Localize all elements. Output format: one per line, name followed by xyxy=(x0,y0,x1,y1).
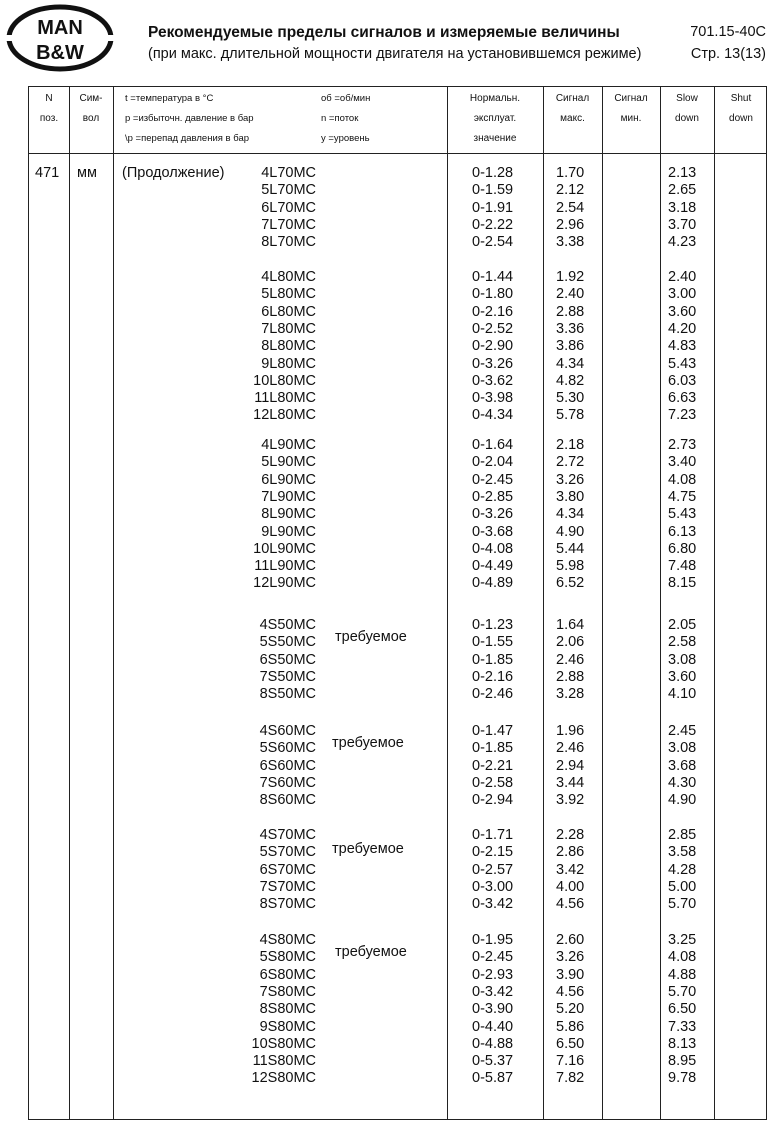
engine-model: 11S80MC xyxy=(252,1053,316,1070)
normal-value: 0-2.93 xyxy=(472,966,514,983)
page-number: Стр. 13(13) xyxy=(690,46,766,62)
slow-down-value: 3.68 xyxy=(668,757,697,774)
table-row xyxy=(29,182,768,199)
signal-max-value: 1.70 xyxy=(556,165,585,181)
slow-down-value: 7.23 xyxy=(668,407,697,424)
engine-model: 11L80MC xyxy=(254,390,316,407)
symbol-value: мм xyxy=(77,165,97,181)
slow-down-value: 2.58 xyxy=(668,634,697,651)
normal-value: 0-4.88 xyxy=(472,1035,514,1052)
table-row xyxy=(29,967,768,984)
position-number: 471 xyxy=(35,165,60,181)
engine-model: 11L90MC xyxy=(254,558,316,575)
engine-model: 9S80MC xyxy=(259,1018,316,1035)
normal-value: 0-4.34 xyxy=(472,407,514,424)
slow-down-value: 6.13 xyxy=(668,523,697,540)
document-subtitle: (при макс. длительной мощности двигателя на установившемся режиме) xyxy=(148,46,642,62)
signal-max-value: 6.52 xyxy=(556,575,585,592)
signal-max-value: 5.98 xyxy=(556,558,585,575)
engine-model: 6S70MC xyxy=(259,861,316,878)
slow-down-value: 2.40 xyxy=(668,269,697,285)
engine-model: 6L80MC xyxy=(261,303,316,320)
table-row xyxy=(29,304,768,321)
engine-model: 5L90MC xyxy=(261,454,316,471)
slow-down-value: 4.28 xyxy=(668,861,697,878)
signal-max-value: 1.64 xyxy=(556,617,585,633)
table-row xyxy=(29,652,768,669)
normal-value: 0-1.80 xyxy=(472,286,514,303)
normal-value: 0-4.08 xyxy=(472,540,514,557)
normal-value: 0-2.21 xyxy=(472,757,514,774)
slow-down-value: 5.00 xyxy=(668,878,697,895)
normal-value: 0-1.85 xyxy=(472,651,514,668)
signal-max-value: 1.96 xyxy=(556,723,585,739)
slow-down-value: 6.63 xyxy=(668,390,697,407)
engine-model: 5S60MC xyxy=(259,740,316,757)
signal-max-value: 2.12 xyxy=(556,182,585,199)
header-shut-down: Shut down xyxy=(729,93,753,124)
normal-value: 0-1.47 xyxy=(472,723,514,739)
table-row xyxy=(29,634,768,651)
normal-value: 0-2.85 xyxy=(472,488,514,505)
normal-value: 0-2.46 xyxy=(472,686,514,703)
document-number: 701.15-40C xyxy=(690,24,766,40)
signal-max-value: 5.44 xyxy=(556,540,585,557)
header-symbol: Сим- вол xyxy=(79,93,103,124)
engine-model: 6L90MC xyxy=(261,471,316,488)
engine-model: 7S50MC xyxy=(259,668,316,685)
signal-max-value: 2.18 xyxy=(556,437,585,453)
table-row xyxy=(29,454,768,471)
normal-value: 0-2.45 xyxy=(472,949,514,966)
slow-down-value: 4.30 xyxy=(668,774,697,791)
signal-max-value: 3.80 xyxy=(556,488,585,505)
header-signal-min: Сигнал мин. xyxy=(614,93,648,124)
table-row xyxy=(29,373,768,390)
engine-model: 8L80MC xyxy=(261,338,316,355)
signal-max-value: 7.82 xyxy=(556,1070,585,1087)
table-row xyxy=(29,775,768,792)
slow-down-value: 3.00 xyxy=(668,286,697,303)
slow-down-value: 2.73 xyxy=(668,437,697,453)
slow-down-value: 6.50 xyxy=(668,1001,697,1018)
engine-model: 7S70MC xyxy=(259,878,316,895)
signal-max-value: 7.16 xyxy=(556,1053,585,1070)
normal-value: 0-2.52 xyxy=(472,320,514,337)
table-row xyxy=(29,896,768,913)
table-row xyxy=(29,234,768,251)
slow-down-value: 2.85 xyxy=(668,827,697,843)
table-row xyxy=(29,575,768,592)
table-row xyxy=(29,217,768,234)
normal-value: 0-1.44 xyxy=(472,269,514,285)
signal-max-value: 3.42 xyxy=(556,861,585,878)
required-note: требуемое xyxy=(332,841,404,857)
engine-model: 5L70MC xyxy=(261,182,316,199)
slow-down-value: 4.23 xyxy=(668,234,697,251)
table-row xyxy=(29,541,768,558)
signal-max-value: 2.46 xyxy=(556,740,585,757)
engine-model: 8S70MC xyxy=(259,896,316,913)
engine-model: 4L80MC xyxy=(261,269,316,285)
required-note: требуемое xyxy=(332,735,404,751)
signal-max-value: 4.00 xyxy=(556,878,585,895)
table-row xyxy=(29,489,768,506)
slow-down-value: 2.13 xyxy=(668,165,697,181)
table-row xyxy=(29,524,768,541)
signal-max-value: 5.30 xyxy=(556,390,585,407)
table-row xyxy=(29,669,768,686)
normal-value: 0-4.49 xyxy=(472,558,514,575)
slow-down-value: 6.03 xyxy=(668,372,697,389)
engine-model: 9L90MC xyxy=(261,523,316,540)
table-row xyxy=(29,356,768,373)
table-row xyxy=(29,617,768,634)
signals-table xyxy=(28,86,767,1120)
header-legend-right: об =об/мин n =поток y =уровень xyxy=(321,93,371,144)
normal-value: 0-2.54 xyxy=(472,234,514,251)
engine-model: 4L70MC xyxy=(261,165,316,181)
engine-model: 4L90MC xyxy=(261,437,316,453)
table-row xyxy=(29,506,768,523)
normal-value: 0-1.95 xyxy=(472,932,514,948)
normal-value: 0-2.94 xyxy=(472,792,514,809)
header-legend-left: t =температура в °C p =избыточн. давление в бар \p =перепад давления в бар xyxy=(125,93,254,144)
slow-down-value: 3.18 xyxy=(668,199,697,216)
engine-model: 9L80MC xyxy=(261,355,316,372)
engine-model: 10L90MC xyxy=(253,540,316,557)
header-position: N поз. xyxy=(39,93,59,124)
slow-down-value: 3.60 xyxy=(668,303,697,320)
engine-model: 5L80MC xyxy=(261,286,316,303)
table-row xyxy=(29,390,768,407)
header-normal-value: Нормальн. эксплуат. значение xyxy=(469,93,521,144)
table-row xyxy=(29,321,768,338)
normal-value: 0-5.37 xyxy=(472,1053,514,1070)
signal-max-value: 2.96 xyxy=(556,216,585,233)
table-row xyxy=(29,1001,768,1018)
engine-model: 4S60MC xyxy=(259,723,316,739)
signal-max-value: 2.88 xyxy=(556,303,585,320)
normal-value: 0-3.98 xyxy=(472,390,514,407)
normal-value: 0-2.16 xyxy=(472,668,514,685)
normal-value: 0-2.58 xyxy=(472,774,514,791)
engine-model: 4S70MC xyxy=(259,827,316,843)
slow-down-value: 7.48 xyxy=(668,558,697,575)
engine-model: 12L80MC xyxy=(253,407,316,424)
table-row xyxy=(29,407,768,424)
slow-down-value: 3.08 xyxy=(668,651,697,668)
normal-value: 0-2.15 xyxy=(472,844,514,861)
normal-value: 0-1.23 xyxy=(472,617,514,633)
slow-down-value: 5.43 xyxy=(668,355,697,372)
signal-max-value: 4.34 xyxy=(556,355,585,372)
table-row xyxy=(29,269,768,286)
signal-max-value: 2.40 xyxy=(556,286,585,303)
table-row xyxy=(29,740,768,757)
normal-value: 0-1.28 xyxy=(472,165,514,181)
normal-value: 0-2.22 xyxy=(472,216,514,233)
table-row xyxy=(29,879,768,896)
required-note: требуемое xyxy=(335,944,407,960)
slow-down-value: 6.80 xyxy=(668,540,697,557)
slow-down-value: 8.13 xyxy=(668,1035,697,1052)
engine-model: 4S50MC xyxy=(259,617,316,633)
engine-model: 8S50MC xyxy=(259,686,316,703)
normal-value: 0-2.57 xyxy=(472,861,514,878)
header-signal-max: Сигнал макс. xyxy=(555,93,590,124)
header-slow-down: Slow down xyxy=(675,93,699,124)
table-row xyxy=(29,792,768,809)
logo-text-bottom: B&W xyxy=(36,42,84,64)
signal-max-value: 3.90 xyxy=(556,966,585,983)
signal-max-value: 3.92 xyxy=(556,792,585,809)
engine-model: 6S60MC xyxy=(259,757,316,774)
signal-max-value: 2.94 xyxy=(556,757,585,774)
required-note: требуемое xyxy=(335,629,407,645)
table-row xyxy=(29,437,768,454)
normal-value: 0-3.00 xyxy=(472,878,514,895)
engine-model: 10S80MC xyxy=(251,1035,316,1052)
normal-value: 0-1.55 xyxy=(472,634,514,651)
table-row xyxy=(29,200,768,217)
slow-down-value: 4.88 xyxy=(668,966,697,983)
engine-model: 5S80MC xyxy=(259,949,316,966)
normal-value: 0-2.90 xyxy=(472,338,514,355)
signal-max-value: 5.20 xyxy=(556,1001,585,1018)
table-row xyxy=(29,686,768,703)
normal-value: 0-2.16 xyxy=(472,303,514,320)
engine-model: 12S80MC xyxy=(251,1070,316,1087)
table-row xyxy=(29,1036,768,1053)
engine-model: 7S60MC xyxy=(259,774,316,791)
logo-text-top: MAN xyxy=(37,17,83,39)
table-row xyxy=(29,862,768,879)
slow-down-value: 9.78 xyxy=(668,1070,697,1087)
normal-value: 0-3.26 xyxy=(472,506,514,523)
engine-model: 5S70MC xyxy=(259,844,316,861)
slow-down-value: 7.33 xyxy=(668,1018,697,1035)
man-bw-logo xyxy=(6,4,114,72)
slow-down-value: 4.08 xyxy=(668,949,697,966)
table-row xyxy=(29,286,768,303)
engine-model: 6S80MC xyxy=(259,966,316,983)
signal-max-value: 1.92 xyxy=(556,269,585,285)
table-row xyxy=(29,984,768,1001)
table-row xyxy=(29,1019,768,1036)
engine-model: 7L70MC xyxy=(261,216,316,233)
normal-value: 0-4.89 xyxy=(472,575,514,592)
engine-model: 7L80MC xyxy=(261,320,316,337)
signal-max-value: 3.38 xyxy=(556,234,585,251)
table-row xyxy=(29,338,768,355)
table-row xyxy=(29,1053,768,1070)
signal-max-value: 2.86 xyxy=(556,844,585,861)
slow-down-value: 4.20 xyxy=(668,320,697,337)
engine-model: 8S80MC xyxy=(259,1001,316,1018)
signal-max-value: 2.06 xyxy=(556,634,585,651)
normal-value: 0-5.87 xyxy=(472,1070,514,1087)
signal-max-value: 4.90 xyxy=(556,523,585,540)
slow-down-value: 3.08 xyxy=(668,740,697,757)
slow-down-value: 4.83 xyxy=(668,338,697,355)
signal-max-value: 4.82 xyxy=(556,372,585,389)
normal-value: 0-3.90 xyxy=(472,1001,514,1018)
signal-max-value: 3.26 xyxy=(556,949,585,966)
slow-down-value: 3.25 xyxy=(668,932,697,948)
table-row xyxy=(29,932,768,949)
normal-value: 0-2.04 xyxy=(472,454,514,471)
signal-max-value: 3.86 xyxy=(556,338,585,355)
engine-model: 8S60MC xyxy=(259,792,316,809)
normal-value: 0-3.62 xyxy=(472,372,514,389)
table-row xyxy=(29,558,768,575)
normal-value: 0-1.91 xyxy=(472,199,514,216)
continuation-label: (Продолжение) xyxy=(122,165,225,181)
slow-down-value: 8.95 xyxy=(668,1053,697,1070)
engine-model: 4S80MC xyxy=(259,932,316,948)
normal-value: 0-2.45 xyxy=(472,471,514,488)
signal-max-value: 2.60 xyxy=(556,932,585,948)
signal-max-value: 4.56 xyxy=(556,983,585,1000)
normal-value: 0-3.68 xyxy=(472,523,514,540)
signal-max-value: 3.28 xyxy=(556,686,585,703)
table-row xyxy=(29,472,768,489)
slow-down-value: 8.15 xyxy=(668,575,697,592)
engine-model: 8L90MC xyxy=(261,506,316,523)
engine-model: 12L90MC xyxy=(253,575,316,592)
header-divider xyxy=(29,153,766,154)
slow-down-value: 3.40 xyxy=(668,454,697,471)
signal-max-value: 2.46 xyxy=(556,651,585,668)
engine-model: 6L70MC xyxy=(261,199,316,216)
normal-value: 0-3.42 xyxy=(472,896,514,913)
signal-max-value: 6.50 xyxy=(556,1035,585,1052)
engine-model: 7L90MC xyxy=(261,488,316,505)
signal-max-value: 5.86 xyxy=(556,1018,585,1035)
normal-value: 0-1.85 xyxy=(472,740,514,757)
signal-max-value: 3.36 xyxy=(556,320,585,337)
slow-down-value: 4.08 xyxy=(668,471,697,488)
normal-value: 0-1.71 xyxy=(472,827,514,843)
engine-model: 10L80MC xyxy=(253,372,316,389)
table-row xyxy=(29,949,768,966)
signal-max-value: 2.28 xyxy=(556,827,585,843)
table-row xyxy=(29,758,768,775)
slow-down-value: 2.65 xyxy=(668,182,697,199)
engine-model: 7S80MC xyxy=(259,983,316,1000)
engine-model: 5S50MC xyxy=(259,634,316,651)
slow-down-value: 2.05 xyxy=(668,617,697,633)
normal-value: 0-3.42 xyxy=(472,983,514,1000)
slow-down-value: 3.58 xyxy=(668,844,697,861)
slow-down-value: 5.43 xyxy=(668,506,697,523)
table-row xyxy=(29,165,768,182)
signal-max-value: 3.26 xyxy=(556,471,585,488)
normal-value: 0-4.40 xyxy=(472,1018,514,1035)
signal-max-value: 2.72 xyxy=(556,454,585,471)
engine-model: 8L70MC xyxy=(261,234,316,251)
signal-max-value: 2.88 xyxy=(556,668,585,685)
table-row xyxy=(29,1070,768,1087)
table-row xyxy=(29,723,768,740)
slow-down-value: 3.60 xyxy=(668,668,697,685)
normal-value: 0-1.64 xyxy=(472,437,514,453)
table-row xyxy=(29,844,768,861)
signal-max-value: 2.54 xyxy=(556,199,585,216)
normal-value: 0-1.59 xyxy=(472,182,514,199)
engine-model: 6S50MC xyxy=(259,651,316,668)
table-row xyxy=(29,827,768,844)
slow-down-value: 2.45 xyxy=(668,723,697,739)
slow-down-value: 4.75 xyxy=(668,488,697,505)
slow-down-value: 3.70 xyxy=(668,216,697,233)
normal-value: 0-3.26 xyxy=(472,355,514,372)
slow-down-value: 5.70 xyxy=(668,983,697,1000)
signal-max-value: 4.34 xyxy=(556,506,585,523)
slow-down-value: 5.70 xyxy=(668,896,697,913)
signal-max-value: 5.78 xyxy=(556,407,585,424)
signal-max-value: 3.44 xyxy=(556,774,585,791)
slow-down-value: 4.10 xyxy=(668,686,697,703)
document-title: Рекомендуемые пределы сигналов и измеряемые величины xyxy=(148,24,620,41)
slow-down-value: 4.90 xyxy=(668,792,697,809)
signal-max-value: 4.56 xyxy=(556,896,585,913)
